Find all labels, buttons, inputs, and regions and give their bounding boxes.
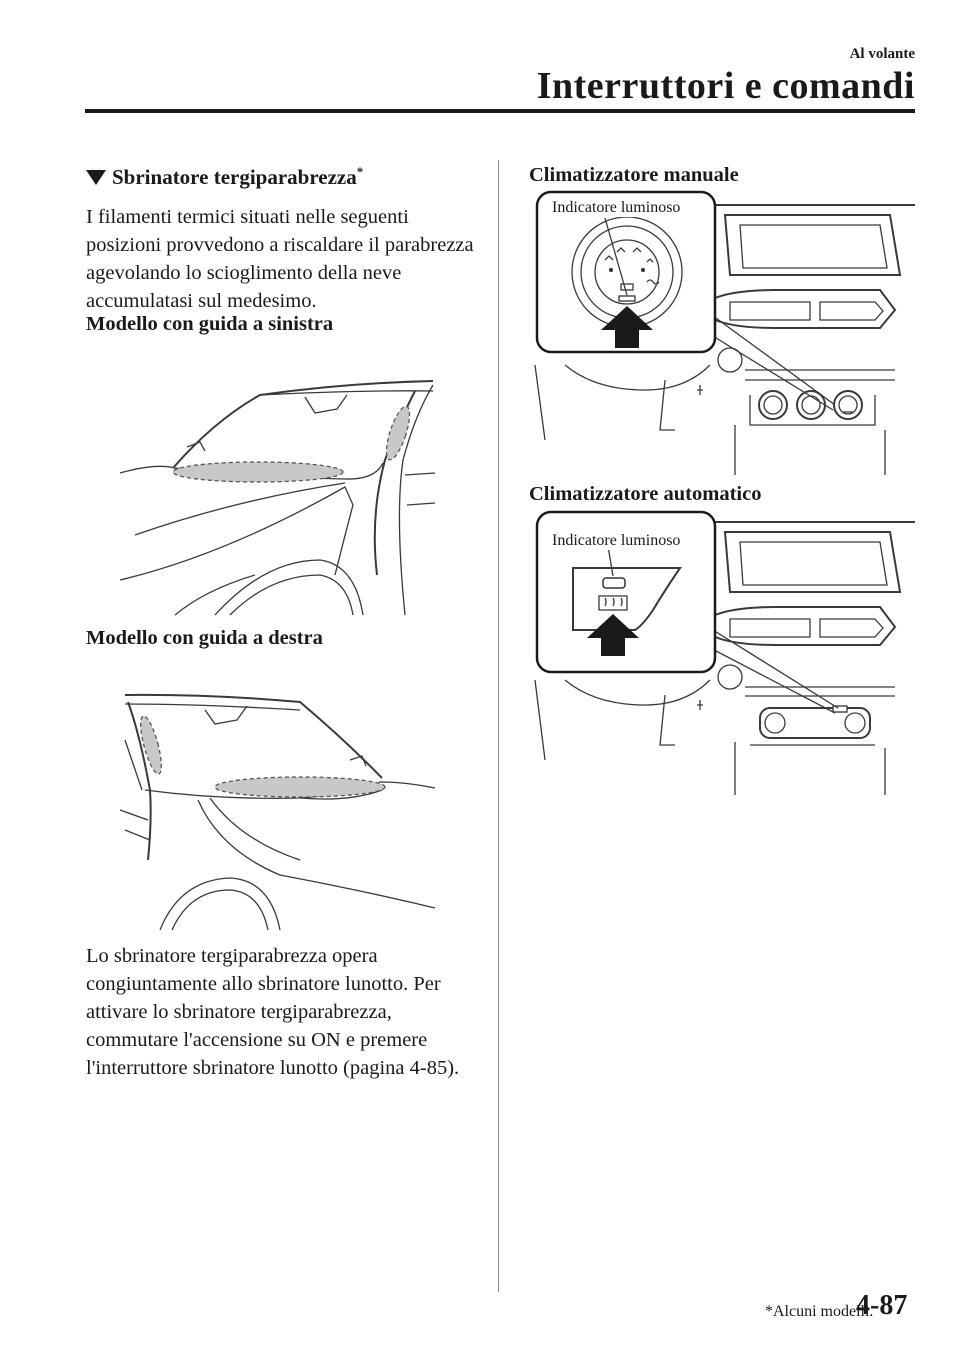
some-models-mark: * [356,164,364,179]
section-heading [86,164,363,190]
automatic-indicator-label: Indicatore luminoso [552,532,681,549]
automatic-climate-illustration [535,510,915,795]
rhd-windshield-illustration [120,690,435,930]
section-name: Al volante [849,46,915,62]
heading-text: Sbrinatore tergiparabrezza [112,165,357,189]
intro-paragraph: I filamenti termici situati nelle seguenti posizioni provvedono a riscaldare il parabrezza agevolando lo scioglimento della neve accumulatasi sul medesimo. [86,206,474,312]
manual-climate-illustration [535,190,915,475]
left-hand-drive-heading: Modello con guida a sinistra [86,313,334,335]
page-number: 4-87 [856,1290,908,1321]
automatic-climate-heading: Climatizzatore automatico [529,483,762,505]
header-rule [85,109,915,113]
triangle-down-icon [86,170,106,185]
manual-climate-heading: Climatizzatore manuale [529,164,739,186]
page-title: Interruttori e comandi [536,65,915,107]
body-paragraph: Lo sbrinatore tergiparabrezza opera congiuntamente allo sbrinatore lunotto. Per attivare lo sbrinatore tergiparabrezza, commutare l'accensione su ON e premere l'interruttore sbrinatore lunotto (pagina 4-85). [86,945,460,1079]
lhd-windshield-illustration [115,375,435,620]
footnote: *Alcuni modelli. [765,1303,874,1320]
manual-indicator-label: Indicatore luminoso [552,199,681,216]
column-divider [498,160,499,1292]
right-hand-drive-heading: Modello con guida a destra [86,627,323,649]
